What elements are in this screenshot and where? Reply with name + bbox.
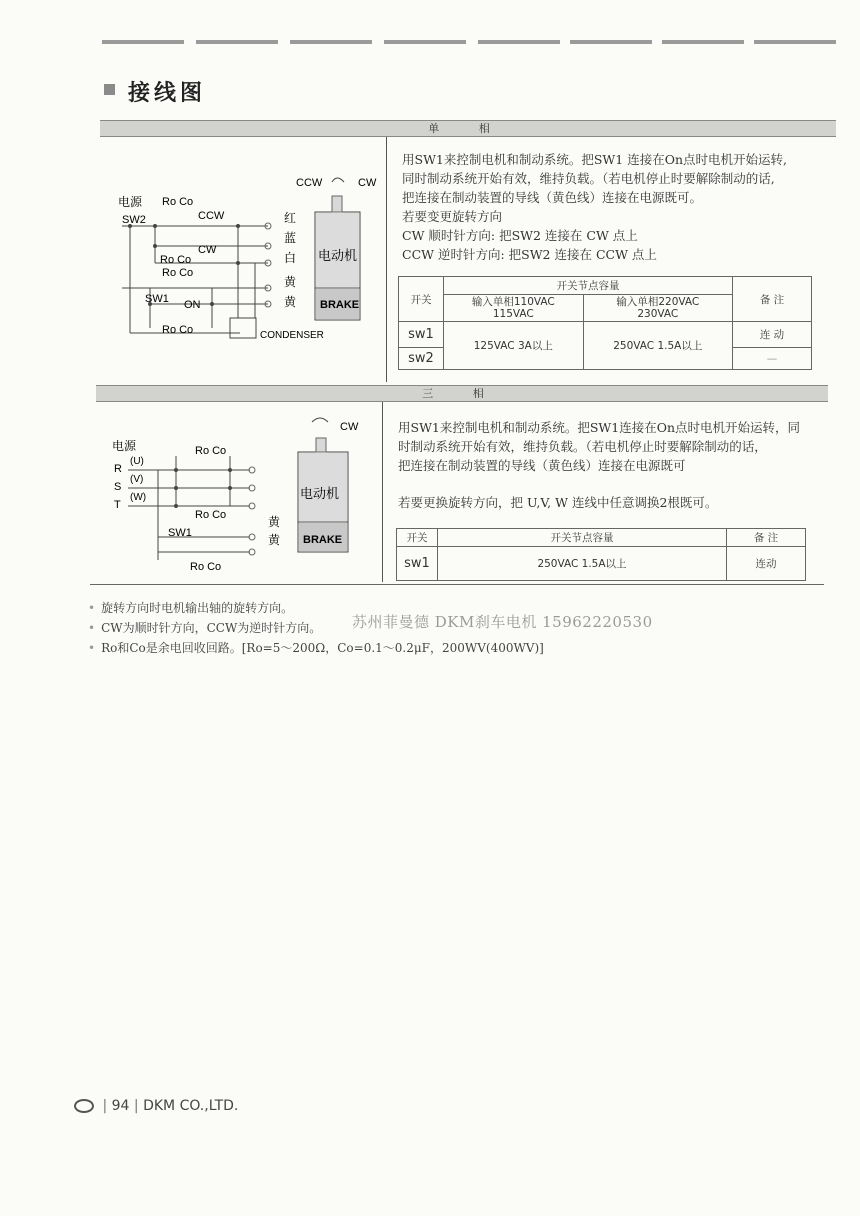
wire-color-label: 黄 [284, 275, 297, 289]
single-phase-wiring-diagram [100, 168, 380, 348]
three-phase-wiring-diagram [100, 412, 380, 580]
ccw-rotation-label: CCW [296, 177, 323, 189]
note-cell: 连 动 [733, 322, 812, 348]
brake-label: BRAKE [303, 534, 343, 546]
cw-rotation-label: CW [358, 177, 377, 189]
ro-co-label: Ro Co [195, 445, 227, 457]
cw-terminal-label: CW [198, 244, 217, 256]
watermark-text: 苏州菲曼德 DKM刹车电机 15962220530 [352, 613, 653, 631]
three-phase-description [398, 418, 838, 512]
power-label: 电源 [118, 195, 143, 209]
phase-w-label: (W) [130, 492, 147, 503]
desc-line: 若要变更旋转方向 [402, 209, 503, 224]
desc-line: 把连接在制动装置的导线（黄色线）连接在电源既可。 [402, 190, 703, 205]
sw2-label: SW2 [122, 214, 146, 226]
power-label: 电源 [112, 439, 137, 453]
note-item: • CW为顺时针方向，CCW为逆时针方向。 [88, 621, 322, 635]
wire-color-label: 蓝 [284, 231, 297, 245]
ro-co-label: Ro Co [195, 509, 227, 521]
note-cell: 连动 [727, 547, 806, 581]
desc-line: 用SW1来控制电机和制动系统。把SW1连接在On点时电机开始运转，同 [398, 420, 801, 435]
page-title: 接线图 [128, 80, 207, 106]
th-110: 输入单相110VAC 115VAC [444, 295, 584, 322]
motor-label: 电动机 [318, 248, 358, 263]
footer-logo-icon [74, 1099, 94, 1113]
desc-line: 用SW1来控制电机和制动系统。把SW1 连接在On点时电机开始运转, [402, 152, 787, 167]
section-bottom-rule [90, 584, 824, 585]
sw-cell: sw1 [397, 547, 438, 581]
header-rule [570, 40, 652, 44]
ro-co-label: Ro Co [160, 254, 192, 266]
th-note: 备 注 [733, 277, 812, 322]
header-rule [384, 40, 466, 44]
cap-220-cell: 250VAC 1.5A以上 [583, 322, 732, 370]
sw-cell: sw2 [399, 348, 444, 370]
brake-label: BRAKE [320, 299, 360, 311]
three-phase-switch-table [396, 528, 806, 581]
phase-t-label: T [114, 499, 121, 511]
phase-u-label: (U) [130, 456, 144, 467]
phase-r-label: R [114, 463, 122, 475]
ccw-terminal-label: CCW [198, 210, 225, 222]
ro-co-label: Ro Co [162, 324, 194, 336]
sw-cell: sw1 [399, 322, 444, 348]
title-square-icon [104, 84, 115, 95]
th-note: 备 注 [727, 529, 806, 547]
bullet-icon: • [88, 621, 96, 635]
header-rule [662, 40, 744, 44]
bullet-icon: • [88, 641, 96, 655]
wire-color-label: 红 [284, 211, 297, 225]
header-rule [478, 40, 560, 44]
cap-cell: 250VAC 1.5A以上 [438, 547, 727, 581]
wire-color-label: 黄 [268, 533, 281, 547]
th-switch: 开关 [397, 529, 438, 547]
header-rule [102, 40, 184, 44]
wire-color-label: 白 [284, 251, 297, 265]
desc-line: CW 顺时针方向: 把SW2 连接在 CW 点上 [402, 228, 638, 243]
phase-s-label: S [114, 481, 122, 493]
desc-line: 若要更换旋转方向，把 U,V, W 连线中任意调换2根既可。 [398, 495, 718, 510]
note-item: • 旋转方向时电机输出轴的旋转方向。 [88, 601, 294, 615]
cw-rotation-label: CW [340, 421, 359, 433]
ro-co-label: Ro Co [162, 267, 194, 279]
th-switch: 开关 [399, 277, 444, 322]
on-label: ON [184, 299, 201, 311]
header-rule [754, 40, 836, 44]
th-capacity: 开关节点容量 [438, 529, 727, 547]
desc-line: 时制动系统开始有效，维持负载。（若电机停止时要解除制动的话， [398, 439, 767, 454]
section-band-three-phase: 三 相 [96, 385, 828, 402]
ro-co-label: Ro Co [190, 561, 222, 573]
condenser-label: CONDENSER [260, 330, 324, 341]
wire-color-label: 黄 [284, 295, 297, 309]
motor-label: 电动机 [300, 486, 340, 501]
th-220: 输入单相220VAC 230VAC [583, 295, 732, 322]
cap-110-cell: 125VAC 3A以上 [444, 322, 584, 370]
header-rule [196, 40, 278, 44]
sw1-label: SW1 [168, 527, 192, 539]
note-cell: — [733, 348, 812, 370]
th-capacity: 开关节点容量 [444, 277, 733, 295]
section-band-single-phase: 单 相 [100, 120, 836, 137]
desc-line: CCW 逆时针方向: 把SW2 连接在 CCW 点上 [402, 247, 657, 262]
page-number: 94 [111, 1098, 130, 1114]
ro-co-label: Ro Co [162, 196, 194, 208]
phase-v-label: (V) [130, 474, 144, 485]
single-phase-switch-table [398, 276, 812, 370]
company-name: DKM CO.,LTD. [143, 1098, 239, 1114]
footer: | 94 | DKM CO.,LTD. [74, 1098, 238, 1114]
header-rule [290, 40, 372, 44]
single-phase-description [402, 150, 842, 264]
column-divider [382, 402, 383, 582]
column-divider [386, 137, 387, 382]
desc-line: 同时制动系统开始有效，维持负载。（若电机停止时要解除制动的话, [402, 171, 775, 186]
bullet-icon: • [88, 601, 96, 615]
note-item: • Ro和Co是余电回收回路。[Ro=5～200Ω，Co=0.1～0.2μF，200WV(400WV)] [88, 641, 544, 655]
sw1-label: SW1 [145, 293, 169, 305]
desc-line: 把连接在制动装置的导线（黄色线）连接在电源既可 [398, 458, 686, 473]
wire-color-label: 黄 [268, 515, 281, 529]
